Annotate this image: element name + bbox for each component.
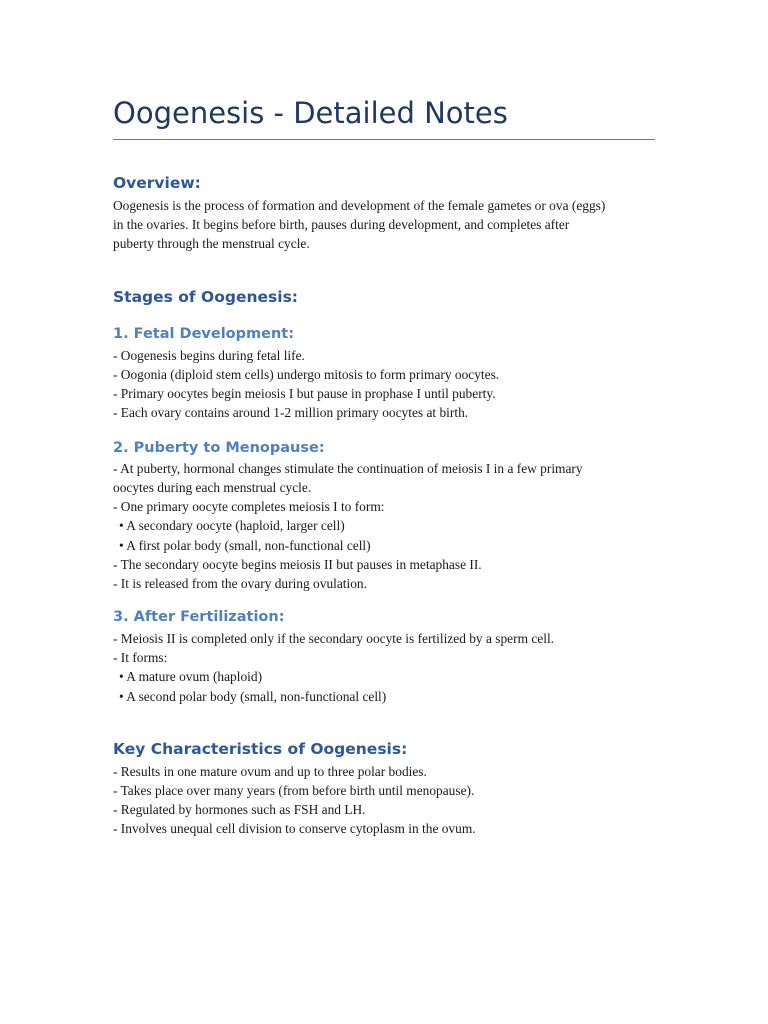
overview-line: Oogenesis is the process of formation and development of the female gametes or ova (eggs) — [113, 198, 606, 213]
characteristics-line: - Regulated by hormones such as FSH and LH. — [113, 802, 366, 817]
fertilization-line: - It forms: — [113, 650, 168, 665]
overview-line: in the ovaries. It begins before birth, pauses during development, and completes after — [113, 217, 570, 232]
overview-line: puberty through the menstrual cycle. — [113, 236, 310, 251]
puberty-bullet: • A secondary oocyte (haploid, larger cell) — [119, 518, 345, 533]
puberty-line: - At puberty, hormonal changes stimulate the continuation of meiosis I in a few primary — [113, 461, 583, 476]
fetal-line: - Each ovary contains around 1-2 million primary oocytes at birth. — [113, 405, 469, 420]
puberty-heading: 2. Puberty to Menopause: — [113, 440, 325, 456]
puberty-line: - It is released from the ovary during ovulation. — [113, 576, 367, 591]
characteristics-heading: Key Characteristics of Oogenesis: — [113, 740, 408, 758]
after-fertilization-heading: 3. After Fertilization: — [113, 609, 285, 625]
puberty-line: - One primary oocyte completes meiosis I to form: — [113, 499, 385, 514]
fetal-line: - Primary oocytes begin meiosis I but pause in prophase I until puberty. — [113, 386, 496, 401]
puberty-line: oocytes during each menstrual cycle. — [113, 480, 312, 495]
puberty-bullet: • A first polar body (small, non-functional cell) — [119, 538, 371, 553]
fetal-line: - Oogenesis begins during fetal life. — [113, 348, 305, 363]
fetal-line: - Oogonia (diploid stem cells) undergo mitosis to form primary oocytes. — [113, 367, 500, 382]
characteristics-line: - Involves unequal cell division to conserve cytoplasm in the ovum. — [113, 821, 476, 836]
fertilization-bullet: • A second polar body (small, non-functional cell) — [119, 689, 387, 704]
stages-heading: Stages of Oogenesis: — [113, 288, 298, 306]
title-underline — [113, 139, 655, 140]
overview-heading: Overview: — [113, 174, 201, 192]
page-title: Oogenesis - Detailed Notes — [113, 96, 508, 130]
fertilization-bullet: • A mature ovum (haploid) — [119, 669, 263, 684]
characteristics-line: - Takes place over many years (from before birth until menopause). — [113, 783, 475, 798]
fetal-development-heading: 1. Fetal Development: — [113, 326, 294, 342]
fertilization-line: - Meiosis II is completed only if the secondary oocyte is fertilized by a sperm cell. — [113, 631, 555, 646]
puberty-line: - The secondary oocyte begins meiosis II but pauses in metaphase II. — [113, 557, 482, 572]
characteristics-line: - Results in one mature ovum and up to three polar bodies. — [113, 764, 427, 779]
